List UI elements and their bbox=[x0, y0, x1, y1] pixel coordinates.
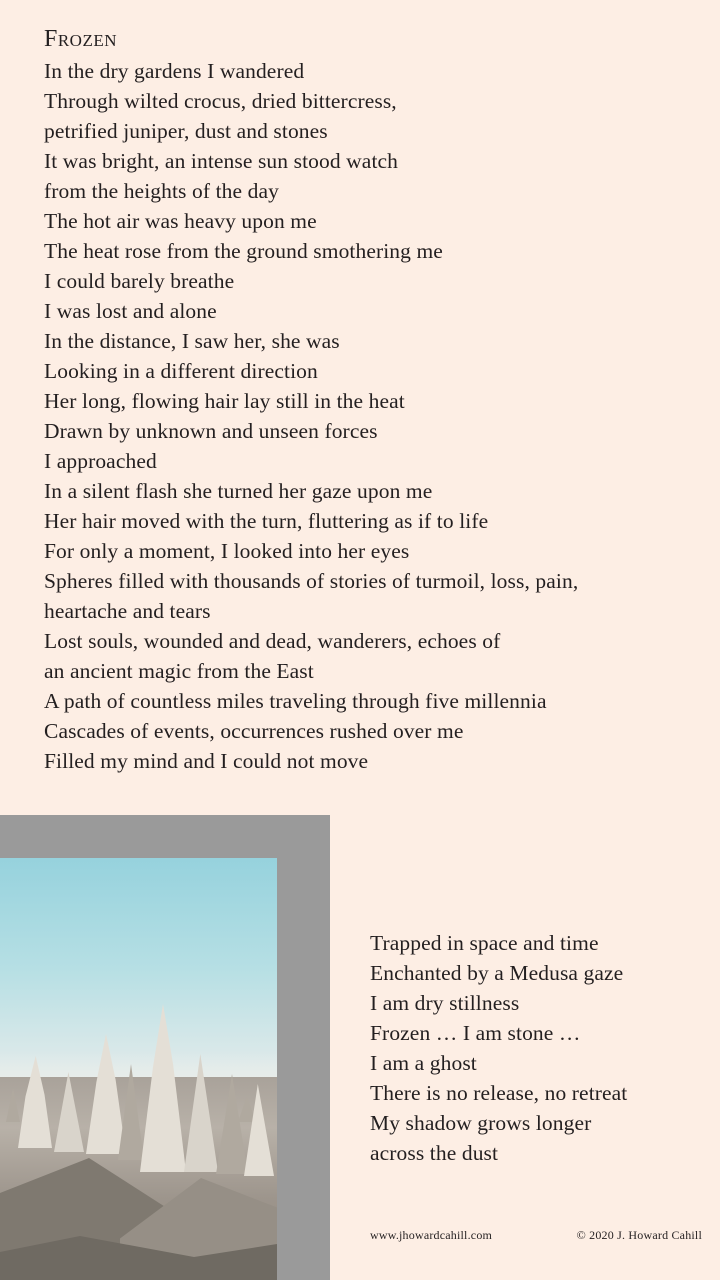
poem-line: petrified juniper, dust and stones bbox=[44, 119, 328, 143]
poem-body-top bbox=[44, 24, 704, 776]
poem-line: I approached bbox=[44, 449, 157, 473]
website-link[interactable]: www.jhowardcahill.com bbox=[370, 1228, 493, 1242]
page-footer bbox=[370, 1228, 702, 1243]
copyright-notice: © 2020 J. Howard Cahill bbox=[576, 1228, 702, 1242]
desert-pinnacles-photograph bbox=[0, 858, 277, 1280]
poem-line: I could barely breathe bbox=[44, 269, 235, 293]
poem-line: Filled my mind and I could not move bbox=[44, 749, 369, 773]
poem-line: Enchanted by a Medusa gaze bbox=[370, 961, 624, 985]
poem-line: Drawn by unknown and unseen forces bbox=[44, 419, 378, 443]
poem-line: A path of countless miles traveling through five millennia bbox=[44, 689, 547, 713]
poem-line: Her hair moved with the turn, fluttering as if to life bbox=[44, 509, 489, 533]
poem-line: Her long, flowing hair lay still in the heat bbox=[44, 389, 405, 413]
poem-line: heartache and tears bbox=[44, 599, 211, 623]
poem-line: For only a moment, I looked into her eyes bbox=[44, 539, 410, 563]
poem-line: Spheres filled with thousands of stories of turmoil, loss, pain, bbox=[44, 569, 579, 593]
poem-line: I am a ghost bbox=[370, 1051, 477, 1075]
poem-line: In the distance, I saw her, she was bbox=[44, 329, 340, 353]
page-title: Frozen bbox=[44, 26, 118, 52]
poem-line: Lost souls, wounded and dead, wanderers, echoes of bbox=[44, 629, 501, 653]
poem-line: Trapped in space and time bbox=[370, 931, 599, 955]
poem-line: My shadow grows longer bbox=[370, 1111, 592, 1135]
poem-line: Cascades of events, occurrences rushed over me bbox=[44, 719, 464, 743]
poem-line: In a silent flash she turned her gaze upon me bbox=[44, 479, 433, 503]
poem-body-right bbox=[370, 928, 700, 1168]
poem-line: I am dry stillness bbox=[370, 991, 520, 1015]
poem-line: The hot air was heavy upon me bbox=[44, 209, 317, 233]
poem-line: There is no release, no retreat bbox=[370, 1081, 628, 1105]
poem-line: The heat rose from the ground smothering me bbox=[44, 239, 443, 263]
poem-line: I was lost and alone bbox=[44, 299, 217, 323]
poem-line: Frozen … I am stone … bbox=[370, 1021, 581, 1045]
poem-line: It was bright, an intense sun stood watch bbox=[44, 149, 399, 173]
poem-line: Through wilted crocus, dried bittercress, bbox=[44, 89, 397, 113]
poem-line: In the dry gardens I wandered bbox=[44, 59, 305, 83]
poem-line: Looking in a different direction bbox=[44, 359, 318, 383]
poem-line: across the dust bbox=[370, 1141, 499, 1165]
poem-line: an ancient magic from the East bbox=[44, 659, 314, 683]
poem-line: from the heights of the day bbox=[44, 179, 279, 203]
